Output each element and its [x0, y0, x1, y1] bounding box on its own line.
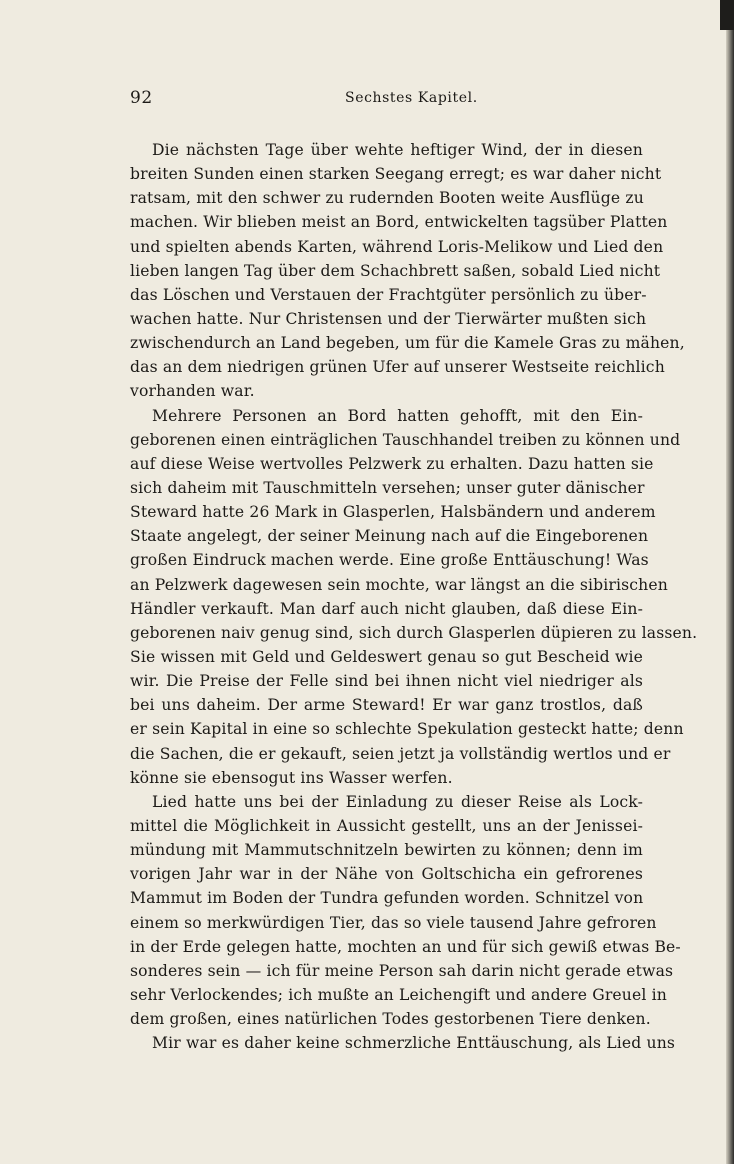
page-edge-shadow — [726, 0, 734, 1164]
text-line: Lied hatte uns bei der Einladung zu dieser Reise als Lock- — [152, 792, 643, 811]
text-line: wir. Die Preise der Felle sind bei ihnen nicht viel niedriger als — [130, 672, 643, 691]
text-line: vorhanden war. — [130, 382, 255, 401]
text-line: auf diese Weise wertvolles Pelzwerk zu erhalten. Dazu hatten sie — [130, 454, 654, 473]
text-line: die Sachen, die er gekauft, seien jetzt ja vollständig wertlos und er — [130, 744, 671, 763]
text-line: machen. Wir blieben meist an Bord, entwickelten tagsüber Platten — [130, 213, 668, 232]
text-line: in der Erde gelegen hatte, mochten an und für sich gewiß etwas Be- — [130, 937, 681, 956]
text-line: Mehrere Personen an Bord hatten gehofft, mit den Ein- — [152, 406, 643, 425]
text-line: geborenen einen einträglichen Tauschhandel treiben zu können und — [130, 430, 681, 449]
text-line: einem so merkwürdigen Tier, das so viele tausend Jahre gefroren — [130, 913, 657, 932]
text-line: sich daheim mit Tauschmitteln versehen; unser guter dänischer — [130, 478, 645, 497]
text-line: Mammut im Boden der Tundra gefunden worden. Schnitzel von — [130, 889, 644, 908]
text-line: breiten Sunden einen starken Seegang erregt; es war daher nicht — [130, 165, 662, 184]
text-line: vorigen Jahr war in der Nähe von Goltschicha ein gefrorenes — [130, 865, 643, 884]
page-header — [130, 88, 643, 114]
text-line: könne sie ebensogut ins Wasser werfen. — [130, 768, 453, 787]
text-line: Mir war es daher keine schmerzliche Enttäuschung, als Lied uns — [152, 1034, 676, 1053]
text-line: Steward hatte 26 Mark in Glasperlen, Halsbändern und anderem — [130, 503, 656, 522]
body-text — [130, 138, 698, 1055]
text-line: geborenen naiv genug sind, sich durch Glasperlen düpieren zu lassen. — [130, 623, 698, 642]
text-line: und spielten abends Karten, während Loris-Melikow und Lied den — [130, 237, 664, 256]
text-line: Die nächsten Tage über wehte heftiger Wind, der in diesen — [152, 141, 643, 159]
text-line: das Löschen und Verstauen der Frachtgüter persönlich zu über- — [130, 285, 647, 304]
text-line: mündung mit Mammutschnitzeln bewirten zu können; denn im — [130, 841, 643, 860]
text-line: mittel die Möglichkeit in Aussicht gestellt, uns an der Jenissei- — [130, 816, 643, 835]
text-line: sonderes sein — ich für meine Person sah darin nicht gerade etwas — [130, 961, 674, 980]
text-line: Händler verkauft. Man darf auch nicht glauben, daß diese Ein- — [130, 599, 643, 618]
page-number: 92 — [130, 88, 153, 108]
text-line: an Pelzwerk dagewesen sein mochte, war längst an die sibirischen — [130, 575, 668, 594]
text-line: sehr Verlockendes; ich mußte an Leichengift und andere Greuel in — [130, 985, 667, 1004]
text-line: Staate angelegt, der seiner Meinung nach auf die Eingeborenen — [130, 527, 649, 546]
text-line: großen Eindruck machen werde. Eine große Enttäuschung! Was — [130, 551, 649, 570]
text-line: bei uns daheim. Der arme Steward! Er war ganz trostlos, daß — [130, 696, 643, 715]
running-title: Sechstes Kapitel. — [345, 90, 478, 106]
text-line: dem großen, eines natürlichen Todes gestorbenen Tiere denken. — [130, 1010, 651, 1029]
page-corner-shadow — [720, 0, 734, 30]
text-line: wachen hatte. Nur Christensen und der Tierwärter mußten sich — [130, 309, 647, 328]
text-line: er sein Kapital in eine so schlechte Spekulation gesteckt hatte; denn — [130, 720, 684, 739]
text-line: das an dem niedrigen grünen Ufer auf unserer Westseite reichlich — [130, 358, 665, 377]
text-line: zwischendurch an Land begeben, um für die Kamele Gras zu mähen, — [130, 334, 685, 353]
text-line: ratsam, mit den schwer zu rudernden Booten weite Ausflüge zu — [130, 189, 644, 208]
text-line: Sie wissen mit Geld und Geldeswert genau so gut Bescheid wie — [130, 647, 643, 666]
text-line: lieben langen Tag über dem Schachbrett saßen, sobald Lied nicht — [130, 261, 661, 280]
